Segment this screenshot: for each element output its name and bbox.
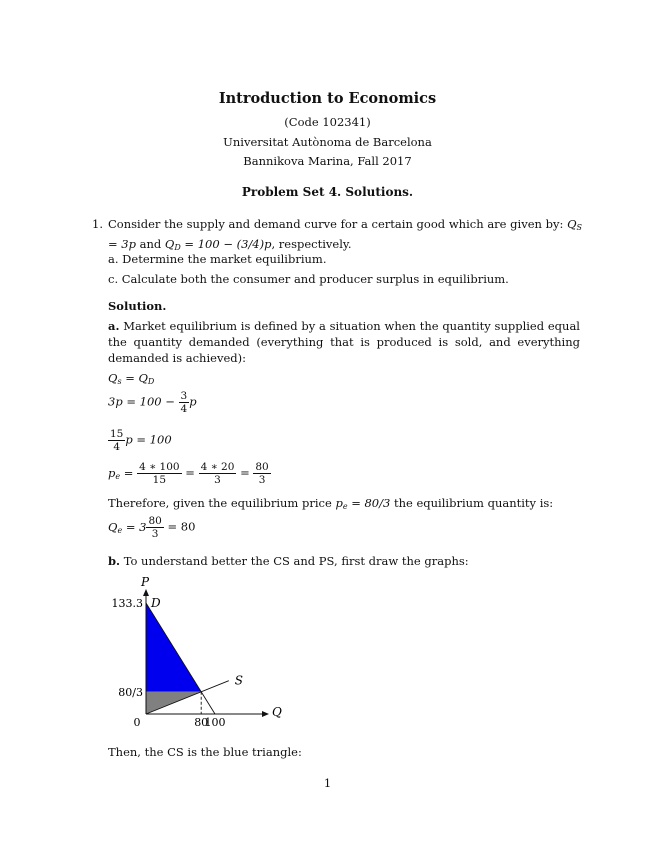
solution-b-paragraph: [108, 553, 469, 569]
equation-text: $Q_e = 3$: [108, 519, 147, 535]
fraction: [146, 515, 163, 540]
denominator: 3: [151, 528, 159, 540]
then-sentence: Then, the CS is the blue triangle:: [108, 745, 302, 759]
supply-equation: $Q_S = 3p$: [108, 217, 582, 251]
denominator: 3: [214, 474, 221, 486]
x-tick-label: 0: [133, 716, 141, 729]
x-tick-label: 100: [204, 716, 226, 729]
problem-set-heading: Problem Set 4. Solutions.: [241, 185, 414, 199]
equation-3: [108, 428, 172, 453]
x-axis-arrow: [262, 711, 269, 717]
x-tick-label: 80: [194, 716, 209, 729]
author-term: Bannikova Marina, Fall 2017: [243, 154, 412, 168]
denominator: 4: [113, 441, 121, 453]
fraction: [199, 461, 237, 486]
page-number: 1: [323, 776, 332, 790]
equation-2: [108, 390, 197, 415]
equation-4: $p_e$ = $\frac{4 ∗ 100}{15}$ = $\frac{4 ∗ 20}{3}$ = $\frac{80}{3}$: [108, 461, 269, 486]
equation-text: 3p = 100 −: [108, 394, 175, 409]
numerator: 4 ∗ 100: [139, 461, 180, 473]
solution-a-label: a.: [108, 319, 120, 333]
fraction: [253, 461, 270, 486]
sentence-text: Therefore, given the equilibrium price: [108, 496, 336, 510]
x-axis-label: Q: [272, 705, 282, 719]
solution-a-text: Market equilibrium is defined by a situation when the quantity supplied equal the quantity demanded (everything that is produced is sold, and everything demanded is achieved):: [108, 319, 580, 365]
problem-statement: [108, 216, 582, 256]
numerator: 80: [148, 515, 162, 527]
equation-text: p: [189, 394, 197, 409]
denominator: 4: [180, 403, 188, 415]
supply-demand-graph: [105, 574, 295, 734]
university-name: Universitat Autònoma de Barcelona: [223, 135, 432, 149]
sentence-text: the equilibrium quantity is:: [390, 496, 554, 510]
part-c: c. Calculate both the consumer and producer surplus in equilibrium.: [108, 272, 509, 286]
solution-a-paragraph: [108, 318, 580, 366]
supply-curve-label: S: [234, 673, 244, 688]
solution-b-label: b.: [108, 554, 121, 568]
y-axis-label: P: [141, 575, 150, 589]
y-axis-arrow: [143, 589, 149, 596]
numerator: 3: [180, 390, 188, 402]
demand-curve-label: D: [151, 596, 161, 610]
y-tick-label: 133.3: [111, 597, 143, 610]
equation-5: [108, 515, 195, 540]
solution-b-text: To understand better the CS and PS, first draw the graphs:: [120, 554, 469, 568]
denominator: 15: [152, 474, 167, 486]
equilibrium-price: $p_e = 80/3$: [335, 496, 391, 511]
problem-number: 1.: [92, 217, 103, 231]
denominator: 3: [258, 474, 266, 486]
statement-text: Consider the supply and demand curve for a certain good which are given by:: [108, 217, 568, 231]
demand-equation: $Q_D = 100 - (3/4)p$: [164, 237, 272, 252]
equation-1: [108, 371, 154, 386]
equation-text: p = 100: [125, 432, 172, 447]
fraction: [179, 390, 190, 415]
equation-text: $Q_s = Q_D$: [108, 371, 155, 386]
course-code: (Code 102341): [284, 115, 371, 129]
document-title: Introduction to Economics: [218, 90, 437, 107]
part-a: a. Determine the market equilibrium.: [108, 252, 327, 266]
numerator: 80: [255, 461, 269, 473]
statement-text: , respectively.: [271, 237, 352, 251]
numerator: 4 ∗ 20: [200, 461, 235, 473]
equation-text: = 80: [167, 519, 196, 534]
fraction: [137, 461, 182, 486]
solution-heading: Solution.: [108, 299, 167, 313]
statement-text: and: [135, 237, 165, 251]
y-tick-label: 80/3: [118, 685, 143, 699]
therefore-sentence: [108, 495, 553, 515]
equation-text: $p_e$ =: [108, 465, 134, 481]
fraction: [108, 428, 125, 453]
numerator: 15: [110, 428, 124, 440]
